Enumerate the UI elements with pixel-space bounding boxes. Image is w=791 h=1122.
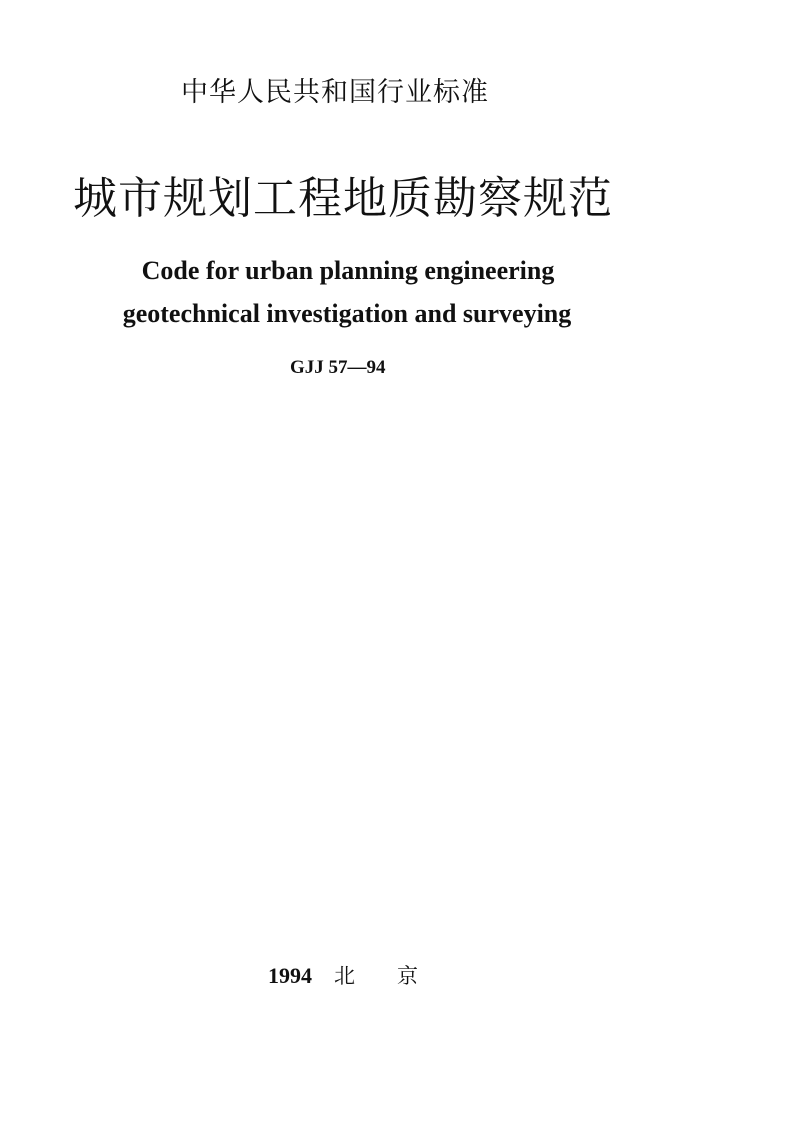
english-title-line-1: Code for urban planning engineering (141, 256, 555, 285)
publication-year: 1994 (268, 963, 312, 988)
english-title-line-2: geotechnical investigation and surveying (122, 299, 572, 328)
standard-code: GJJ 57—94 (290, 357, 386, 378)
imprint (268, 962, 460, 993)
issuer-heading: 中华人民共和国行业标准 (181, 77, 489, 108)
publication-city: 北京 (334, 964, 460, 988)
chinese-title: 城市规划工程地质勘察规范 (73, 173, 613, 224)
